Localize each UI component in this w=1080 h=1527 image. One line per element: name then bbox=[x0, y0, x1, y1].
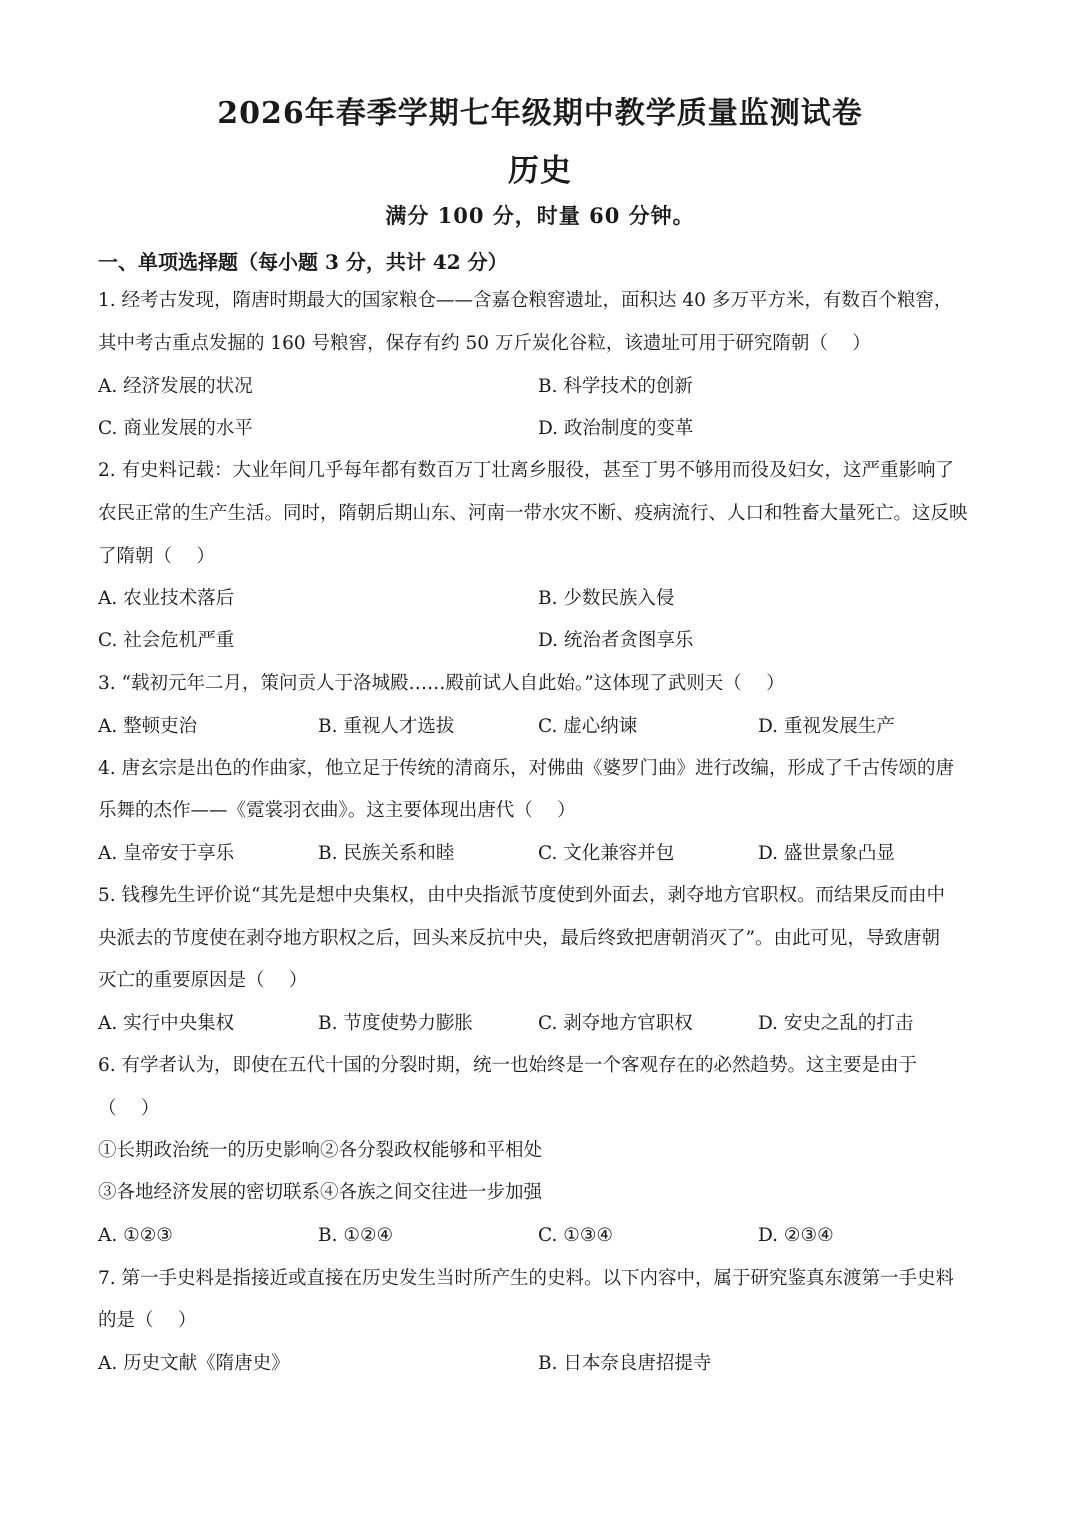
question-2-option-a[interactable]: A. 农业技术落后 bbox=[98, 588, 235, 609]
question-2-line-1: 2. 有史料记载：大业年间几乎每年都有数百万丁壮离乡服役，甚至丁男不够用而役及妇女，这严重影响了 bbox=[98, 460, 955, 481]
question-7-option-b[interactable]: B. 日本奈良唐招提寺 bbox=[538, 1353, 712, 1374]
question-6-option-c[interactable]: C. ①③④ bbox=[538, 1225, 614, 1246]
question-4-option-d[interactable]: D. 盛世景象凸显 bbox=[758, 843, 895, 864]
question-1-option-c[interactable]: C. 商业发展的水平 bbox=[98, 418, 253, 439]
question-6-statement-1: ①长期政治统一的历史影响②各分裂政权能够和平相处 bbox=[98, 1140, 543, 1161]
question-4-line-1: 4. 唐玄宗是出色的作曲家，他立足于传统的清商乐，对佛曲《婆罗门曲》进行改编，形成了千古传颂的唐 bbox=[98, 758, 955, 779]
question-5-option-c[interactable]: C. 剥夺地方官职权 bbox=[538, 1013, 693, 1034]
question-1-option-b[interactable]: B. 科学技术的创新 bbox=[538, 376, 693, 397]
question-5-option-b[interactable]: B. 节度使势力膨胀 bbox=[318, 1013, 473, 1034]
question-5-line-1: 5. 钱穆先生评价说“其先是想中央集权，由中央指派节度使到外面去，剥夺地方官职权。而结果反而由中 bbox=[98, 885, 945, 906]
question-2-line-2: 农民正常的生产生活。同时，隋朝后期山东、河南一带水灾不断、疫病流行、人口和牲畜大量死亡。这反映 bbox=[98, 503, 968, 524]
question-2-option-b[interactable]: B. 少数民族入侵 bbox=[538, 588, 675, 609]
question-4-option-a[interactable]: A. 皇帝安于享乐 bbox=[98, 843, 235, 864]
question-3-option-a[interactable]: A. 整顿吏治 bbox=[98, 716, 198, 737]
question-2-option-d[interactable]: D. 统治者贪图享乐 bbox=[538, 630, 694, 651]
question-1-option-d[interactable]: D. 政治制度的变革 bbox=[538, 418, 694, 439]
question-1-line-2: 其中考古重点发掘的 160 号粮窖，保存有约 50 万斤炭化谷粒，该遗址可用于研究隋朝（ ） bbox=[98, 333, 871, 354]
question-6-option-d[interactable]: D. ②③④ bbox=[758, 1225, 834, 1246]
question-7-line-1: 7. 第一手史料是指接近或直接在历史发生当时所产生的史料。以下内容中，属于研究鉴真东渡第一手史料 bbox=[98, 1268, 955, 1289]
question-1-option-a[interactable]: A. 经济发展的状况 bbox=[98, 376, 253, 397]
question-3-option-d[interactable]: D. 重视发展生产 bbox=[758, 716, 895, 737]
question-4-option-b[interactable]: B. 民族关系和睦 bbox=[318, 843, 455, 864]
question-2-option-c[interactable]: C. 社会危机严重 bbox=[98, 630, 235, 651]
subject-title: 历史 bbox=[508, 153, 572, 189]
score-time-info: 满分 100 分，时量 60 分钟。 bbox=[385, 203, 695, 228]
question-2-line-3: 了隋朝（ ） bbox=[98, 546, 215, 567]
question-4-line-2: 乐舞的杰作——《霓裳羽衣曲》。这主要体现出唐代（ ） bbox=[98, 800, 576, 821]
question-5-option-a[interactable]: A. 实行中央集权 bbox=[98, 1013, 235, 1034]
section-heading-choice: 一、单项选择题（每小题 3 分，共计 42 分） bbox=[98, 250, 508, 274]
question-6-statement-2: ③各地经济发展的密切联系④各族之间交往进一步加强 bbox=[98, 1182, 543, 1203]
question-7-line-2: 的是（ ） bbox=[98, 1310, 197, 1331]
question-5-line-2: 央派去的节度使在剥夺地方职权之后，回头来反抗中央，最后终致把唐朝消灭了”。由此可见，导致唐朝 bbox=[98, 928, 940, 949]
question-5-line-3: 灭亡的重要原因是（ ） bbox=[98, 970, 308, 991]
question-1-line-1: 1. 经考古发现，隋唐时期最大的国家粮仓——含嘉仓粮窖遗址，面积达 40 多万平方米，有数百个粮窖， bbox=[98, 290, 953, 311]
question-6-line-1: 6. 有学者认为，即使在五代十国的分裂时期，统一也始终是一个客观存在的必然趋势。这主要是由于 bbox=[98, 1055, 918, 1076]
question-6-option-a[interactable]: A. ①②③ bbox=[98, 1225, 173, 1246]
question-3-option-b[interactable]: B. 重视人才选拔 bbox=[318, 716, 455, 737]
question-6-line-2: （ ） bbox=[98, 1098, 160, 1119]
question-5-option-d[interactable]: D. 安史之乱的打击 bbox=[758, 1013, 914, 1034]
exam-title: 2026年春季学期七年级期中教学质量监测试卷 bbox=[217, 96, 863, 131]
question-6-option-b[interactable]: B. ①②④ bbox=[318, 1225, 394, 1246]
question-3-line-1: 3. “载初元年二月，策问贡人于洛城殿……殿前试人自此始。”这体现了武则天（ ） bbox=[98, 673, 785, 694]
question-7-option-a[interactable]: A. 历史文献《隋唐史》 bbox=[98, 1353, 290, 1374]
question-3-option-c[interactable]: C. 虚心纳谏 bbox=[538, 716, 638, 737]
question-4-option-c[interactable]: C. 文化兼容并包 bbox=[538, 843, 675, 864]
